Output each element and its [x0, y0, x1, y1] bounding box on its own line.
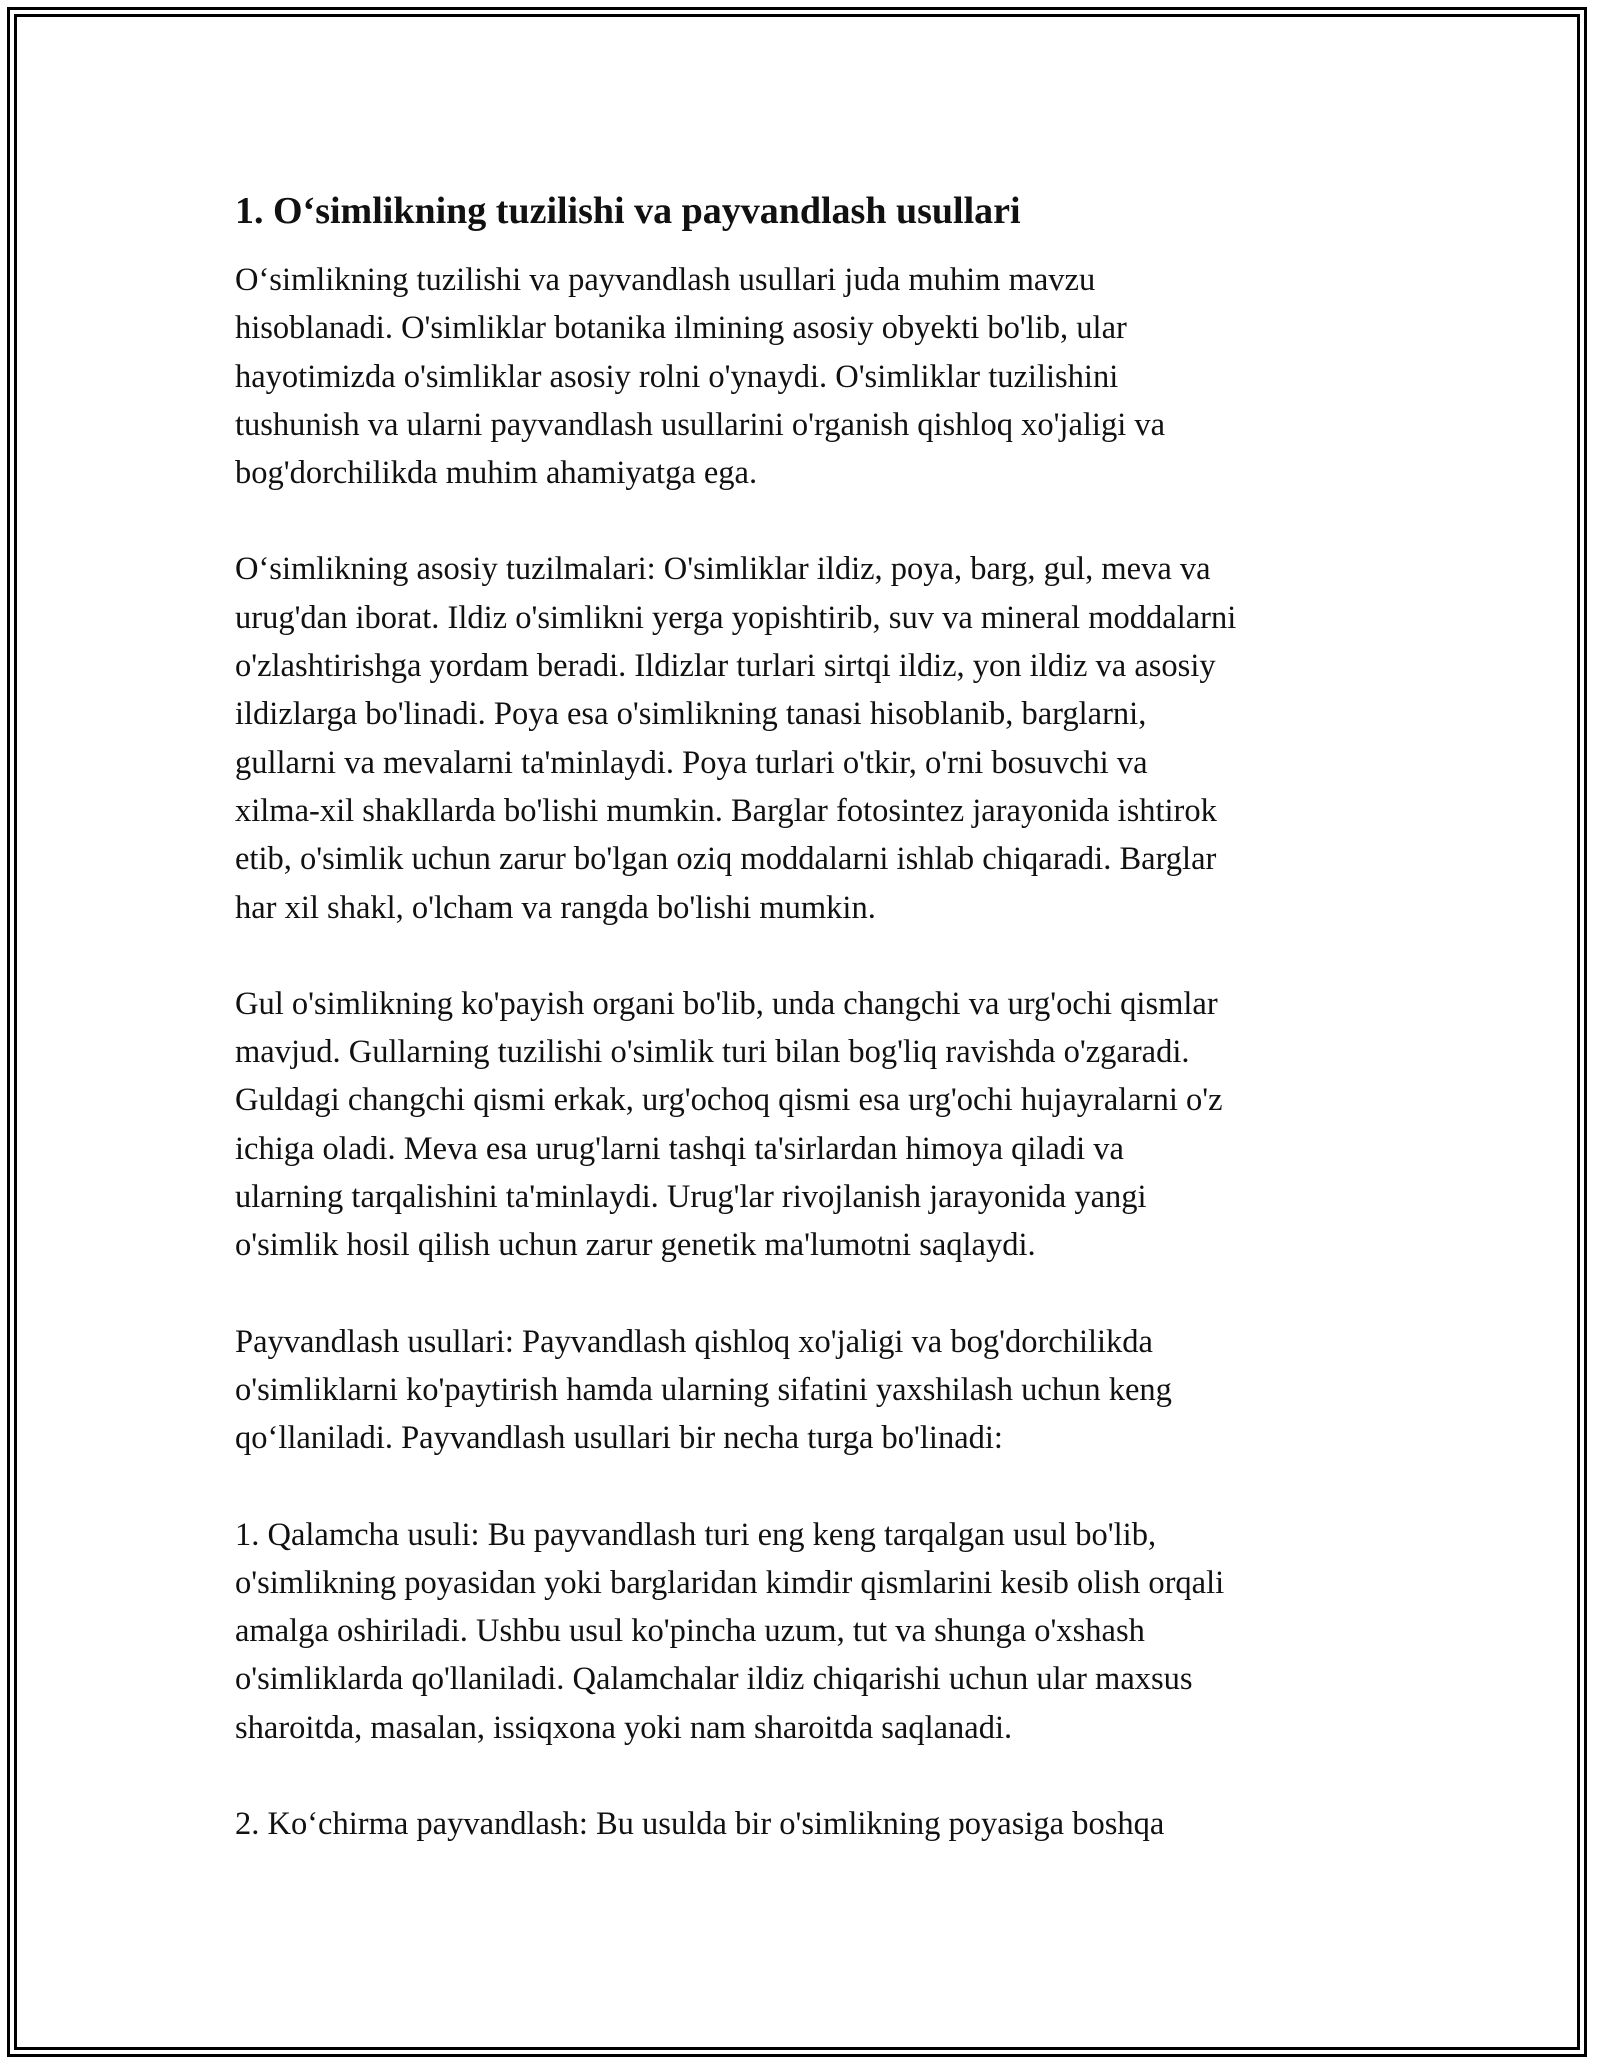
paragraph-list: [235, 256, 1380, 1848]
text-line: Gul o'simlikning ko'payish organi bo'lib, unda changchi va urg'ochi qismlar: [235, 985, 1218, 1022]
paragraph: [235, 980, 1380, 1270]
text-line: O‘simlikning asosiy tuzilmalari: O'simliklar ildiz, poya, barg, gul, meva va: [235, 551, 1211, 588]
text-line: o'simliklarni ko'paytirish hamda ularning sifatini yaxshilash uchun keng: [235, 1371, 1172, 1408]
paragraph: [235, 545, 1380, 931]
text-line: qo‘llaniladi. Payvandlash usullari bir necha turga bo'linadi:: [235, 1420, 1003, 1457]
text-line: 1. Qalamcha usuli: Bu payvandlash turi eng keng tarqalgan usul bo'lib,: [235, 1516, 1157, 1553]
text-line: amalga oshiriladi. Ushbu usul ko'pincha uzum, tut va shunga o'xshash: [235, 1613, 1145, 1650]
text-line: o'simlikning poyasidan yoki barglaridan kimdir qismlarini kesib olish orqali: [235, 1564, 1225, 1601]
text-line: gullarni va mevalarni ta'minlaydi. Poya turlari o'tkir, o'rni bosuvchi va: [235, 744, 1148, 781]
text-line: etib, o'simlik uchun zarur bo'lgan oziq moddalarni ishlab chiqaradi. Barglar: [235, 841, 1217, 878]
paragraph: [235, 1318, 1380, 1463]
text-line: o'simlik hosil qilish uchun zarur genetik ma'lumotni saqlaydi.: [235, 1227, 1036, 1264]
text-line: sharoitda, masalan, issiqxona yoki nam sharoitda saqlanadi.: [235, 1709, 1013, 1746]
text-line: tushunish va ularni payvandlash usullarini o'rganish qishloq xo'jaligi va: [235, 406, 1166, 443]
paragraph: [235, 1511, 1380, 1752]
text-line: bog'dorchilikda muhim ahamiyatga ega.: [235, 455, 758, 492]
text-line: o'simliklarda qo'llaniladi. Qalamchalar ildiz chiqarishi uchun ular maxsus: [235, 1661, 1193, 1698]
text-line: xilma-xil shakllarda bo'lishi mumkin. Barglar fotosintez jarayonida ishtirok: [235, 792, 1217, 829]
text-line: O‘simlikning tuzilishi va payvandlash usullari juda muhim mavzu: [235, 262, 1096, 298]
text-line: hayotimizda o'simliklar asosiy rolni o'ynaydi. O'simliklar tuzilishini: [235, 358, 1119, 395]
section-heading: 1. O‘simlikning tuzilishi va payvandlash usullari: [235, 190, 1021, 232]
text-line: ularning tarqalishini ta'minlaydi. Urug'lar rivojlanish jarayonida yangi: [235, 1179, 1147, 1216]
text-line: o'zlashtirishga yordam beradi. Ildizlar turlari sirtqi ildiz, yon ildiz va asosiy: [235, 648, 1216, 685]
text-line: hisoblanadi. O'simliklar botanika ilmining asosiy obyekti bo'lib, ular: [235, 310, 1127, 347]
text-line: ildizlarga bo'linadi. Poya esa o'simlikning tanasi hisoblanib, barglarni,: [235, 696, 1147, 733]
text-line: urug'dan iborat. Ildiz o'simlikni yerga yopishtirib, suv va mineral moddalarni: [235, 599, 1237, 636]
text-line: 2. Ko‘chirma payvandlash: Bu usulda bir o'simlikning poyasiga boshqa: [235, 1806, 1165, 1843]
text-line: Payvandlash usullari: Payvandlash qishloq xo'jaligi va bog'dorchilikda: [235, 1323, 1153, 1360]
text-line: Guldagi changchi qismi erkak, urg'ochoq qismi esa urg'ochi hujayralarni o'z: [235, 1082, 1223, 1119]
paragraph: [235, 256, 1380, 497]
document-body: [235, 186, 1380, 1896]
text-line: ichiga oladi. Meva esa urug'larni tashqi ta'sirlardan himoya qiladi va: [235, 1130, 1124, 1167]
text-line: har xil shakl, o'lcham va rangda bo'lishi mumkin.: [235, 889, 876, 926]
paragraph: [235, 1800, 1380, 1848]
text-line: mavjud. Gullarning tuzilishi o'simlik turi bilan bog'liq ravishda o'zgaradi.: [235, 1034, 1190, 1071]
